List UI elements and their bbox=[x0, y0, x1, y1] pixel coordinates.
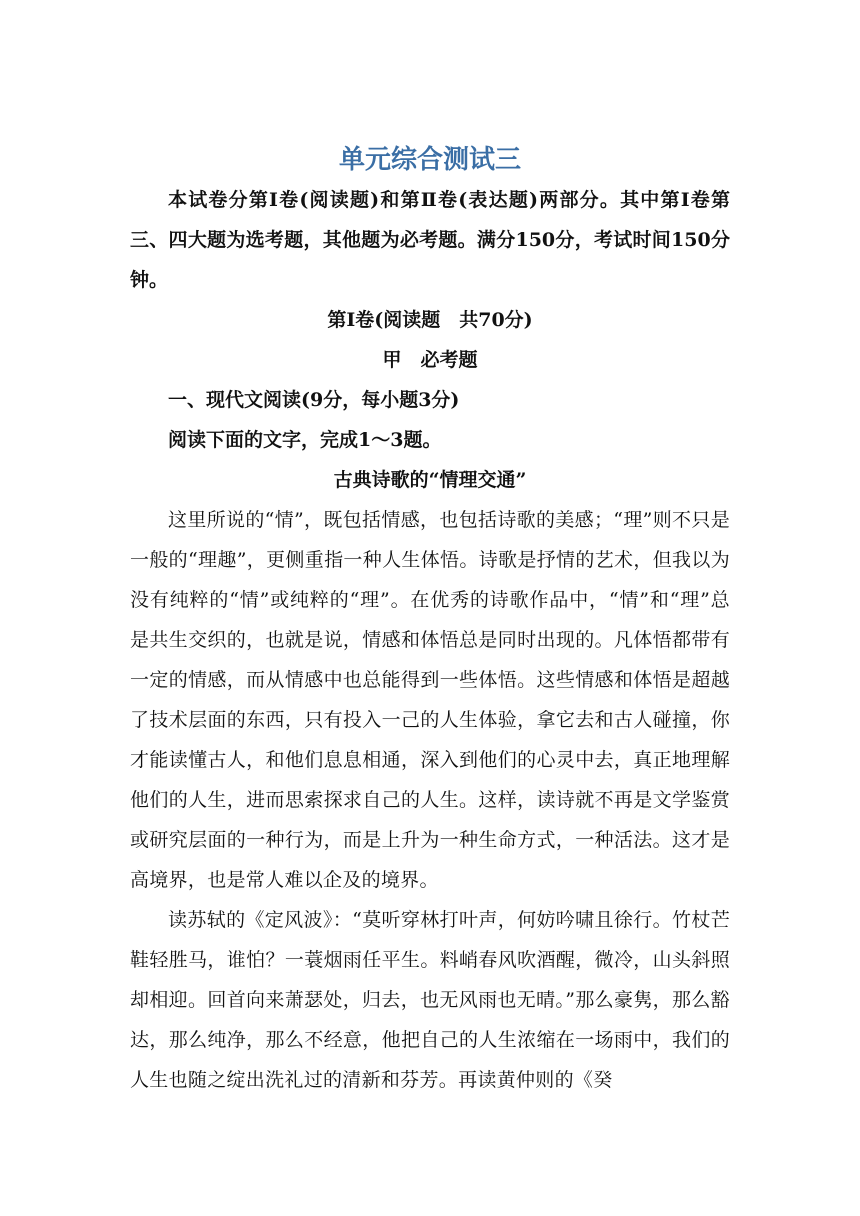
document-title: 单元综合测试三 bbox=[338, 145, 521, 175]
article-title: 古典诗歌的“情理交通” bbox=[333, 469, 527, 491]
article-paragraph-2: 读苏轼的《定风波》：“莫听穿林打叶声，何妨吟啸且徐行。竹杖芒鞋轻胜马，谁怕？一蓑烟雨任平生。料峭春风吹酒醒，微冷，山头斜照却相迎。回首向来萧瑟处，归去，也无风雨也无晴。”那么豪隽，那么豁达，那么纯净，那么不经意，他把自己的人生浓缩在一场雨中，我们的人生也随之绽出洗礼过的清新和芬芳。再读黄仲则的《癸 bbox=[130, 909, 730, 1091]
article-paragraph-1: 这里所说的“情”，既包括情感，也包括诗歌的美感；“理”则不只是一般的“理趣”，更侧重指一种人生体悟。诗歌是抒情的艺术，但我以为没有纯粹的“情”或纯粹的“理”。在优秀的诗歌作品中，“情”和“理”总是共生交织的，也就是说，情感和体悟总是同时出现的。凡体悟都带有一定的情感，而从情感中也总能得到一些体悟。这些情感和体悟是超越了技术层面的东西，只有投入一己的人生体验，拿它去和古人碰撞，你才能读懂古人，和他们息息相通，深入到他们的心灵中去，真正地理解他们的人生，进而思索探求自己的人生。这样，读诗就不再是文学鉴赏或研究层面的一种行为，而是上升为一种生命方式，一种活法。这才是高境界，也是常人难以企及的境界。 bbox=[130, 509, 730, 891]
part-heading: 第Ⅰ卷(阅读题 共70分) bbox=[327, 309, 533, 331]
question-heading: 一、现代文阅读(9分，每小题3分) bbox=[168, 389, 460, 411]
exam-intro: 本试卷分第Ⅰ卷(阅读题)和第Ⅱ卷(表达题)两部分。其中第Ⅰ卷第三、四大题为选考题，其他题为必考题。满分150分，考试时间150分钟。 bbox=[130, 189, 730, 291]
document-content bbox=[130, 140, 730, 1100]
reading-instruction: 阅读下面的文字，完成1～3题。 bbox=[168, 429, 442, 451]
section-heading: 甲 必考题 bbox=[382, 349, 478, 371]
